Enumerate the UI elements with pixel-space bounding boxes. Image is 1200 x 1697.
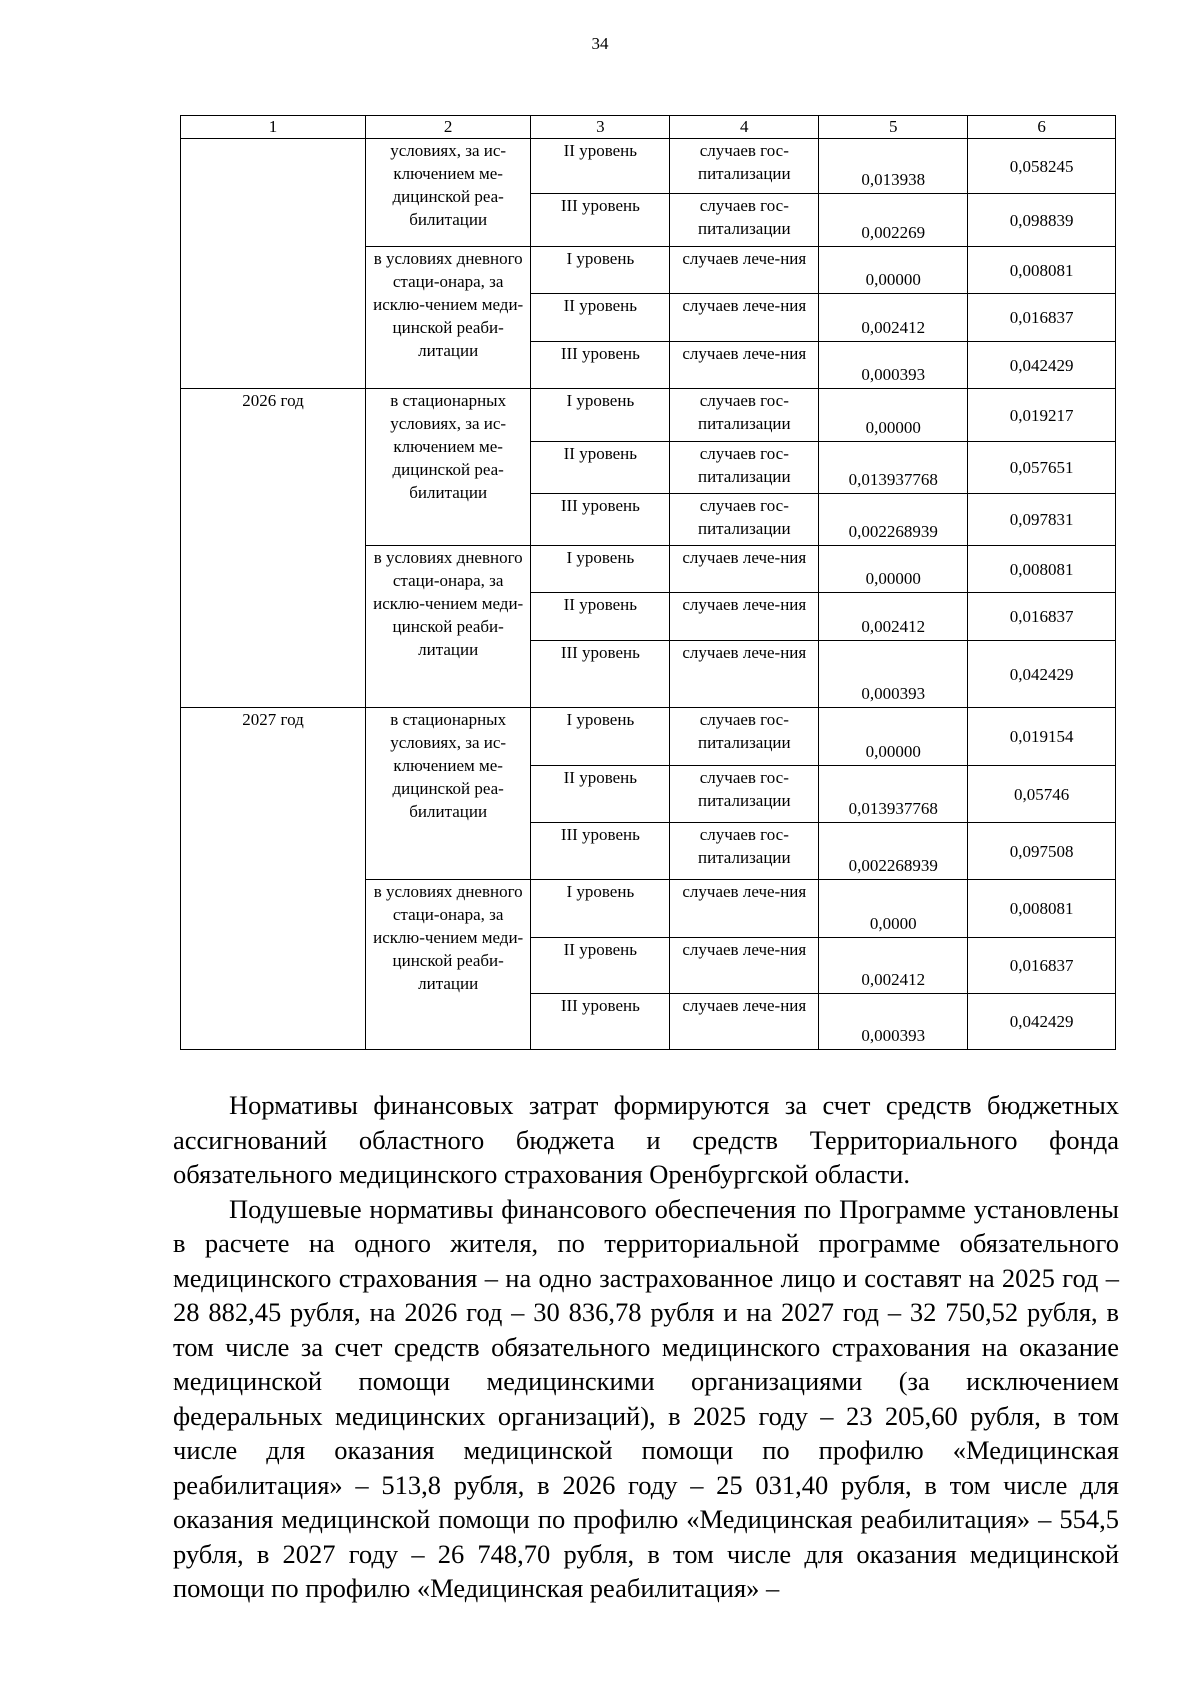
unit-cell: случаев гос-питализации [670, 708, 819, 766]
level-cell: III уровень [531, 194, 670, 247]
value-cell: 0,013937768 [819, 766, 968, 823]
unit-cell: случаев лече-ния [670, 593, 819, 641]
level-cell: II уровень [531, 442, 670, 494]
table-row [181, 139, 1116, 194]
care-conditions-cell: условиях, за ис-ключением ме-дицинской реа-билитации [366, 139, 531, 247]
norm-cell: 0,008081 [968, 880, 1116, 938]
value-cell: 0,002412 [819, 294, 968, 342]
unit-cell: случаев гос-питализации [670, 823, 819, 880]
norm-cell: 0,058245 [968, 139, 1116, 194]
unit-cell: случаев лече-ния [670, 546, 819, 593]
unit-cell: случаев лече-ния [670, 641, 819, 708]
period-cell [181, 139, 366, 389]
unit-cell: случаев гос-питализации [670, 194, 819, 247]
table-header-row [181, 116, 1116, 139]
norm-cell: 0,019217 [968, 389, 1116, 442]
column-header: 3 [531, 116, 670, 139]
unit-cell: случаев лече-ния [670, 342, 819, 389]
norm-cell: 0,042429 [968, 641, 1116, 708]
norm-cell: 0,008081 [968, 546, 1116, 593]
body-text [173, 1088, 1119, 1606]
table-row [181, 389, 1116, 442]
value-cell: 0,002268939 [819, 823, 968, 880]
value-cell: 0,002269 [819, 194, 968, 247]
level-cell: III уровень [531, 342, 670, 389]
value-cell: 0,002412 [819, 938, 968, 994]
period-cell: 2027 год [181, 708, 366, 1050]
page-number: 34 [591, 34, 609, 53]
care-conditions-cell: в стационарных условиях, за ис-ключением ме-дицинской реа-билитации [366, 708, 531, 880]
level-cell: III уровень [531, 641, 670, 708]
norm-cell: 0,042429 [968, 994, 1116, 1050]
column-header: 5 [819, 116, 968, 139]
unit-cell: случаев гос-питализации [670, 389, 819, 442]
value-cell: 0,002412 [819, 593, 968, 641]
level-cell: I уровень [531, 247, 670, 294]
column-header: 6 [968, 116, 1116, 139]
level-cell: I уровень [531, 708, 670, 766]
norm-cell: 0,042429 [968, 342, 1116, 389]
level-cell: III уровень [531, 994, 670, 1050]
norm-cell: 0,016837 [968, 938, 1116, 994]
paragraph: Нормативы финансовых затрат формируются за счет средств бюджетных ассигнований областного бюджета и средств Территориального фонда обязательного медицинского страхования Оренбургской области. [173, 1090, 1119, 1189]
paragraph: Подушевые нормативы финансового обеспечения по Программе установлены в расчете на одного жителя, по территориальной программе обязательного медицинского страхования – на одно застрахованное лицо и составят на 2025 год – 28 882,45 рубля, на 2026 год – 30 836,78 рубля и на 2027 год – 32 750,52 рубля, в том числе за счет средств обязательного медицинского страхования на оказание медицинской помощи медицинскими организациями (за исключением федеральных медицинских организаций), в 2025 году – 23 205,60 рубля, в том числе для оказания медицинской помощи по профилю «Медицинская реабилитация» – 513,8 рубля, в 2026 году – 25 031,40 рубля, в том числе для оказания медицинской помощи по профилю «Медицинская реабилитация» – 554,5 рубля, в 2027 году – 26 748,70 рубля, в том числе для оказания медицинской помощи по профилю «Медицинская реабилитация» – [173, 1193, 1119, 1603]
care-conditions-cell: в стационарных условиях, за ис-ключением ме-дицинской реа-билитации [366, 389, 531, 546]
care-conditions-cell: в условиях дневного стаци-онара, за исклю-чением меди-цинской реаби-литации [366, 880, 531, 1050]
unit-cell: случаев гос-питализации [670, 494, 819, 546]
level-cell: I уровень [531, 546, 670, 593]
unit-cell: случаев гос-питализации [670, 766, 819, 823]
norm-cell: 0,057651 [968, 442, 1116, 494]
unit-cell: случаев лече-ния [670, 938, 819, 994]
unit-cell: случаев лече-ния [670, 880, 819, 938]
value-cell: 0,000393 [819, 641, 968, 708]
level-cell: II уровень [531, 294, 670, 342]
level-cell: III уровень [531, 823, 670, 880]
norm-cell: 0,019154 [968, 708, 1116, 766]
value-cell: 0,00000 [819, 247, 968, 294]
value-cell: 0,013937768 [819, 442, 968, 494]
unit-cell: случаев гос-питализации [670, 139, 819, 194]
level-cell: II уровень [531, 139, 670, 194]
column-header: 1 [181, 116, 366, 139]
value-cell: 0,00000 [819, 546, 968, 593]
norm-cell: 0,008081 [968, 247, 1116, 294]
value-cell: 0,002268939 [819, 494, 968, 546]
level-cell: II уровень [531, 593, 670, 641]
value-cell: 0,00000 [819, 389, 968, 442]
level-cell: II уровень [531, 938, 670, 994]
level-cell: I уровень [531, 880, 670, 938]
level-cell: I уровень [531, 389, 670, 442]
norm-cell: 0,016837 [968, 593, 1116, 641]
value-cell: 0,0000 [819, 880, 968, 938]
value-cell: 0,000393 [819, 342, 968, 389]
period-cell: 2026 год [181, 389, 366, 708]
column-header: 2 [366, 116, 531, 139]
value-cell: 0,00000 [819, 708, 968, 766]
norm-cell: 0,05746 [968, 766, 1116, 823]
norm-cell: 0,016837 [968, 294, 1116, 342]
care-conditions-cell: в условиях дневного стаци-онара, за исклю-чением меди-цинской реаби-литации [366, 546, 531, 708]
financing-norms-table [180, 115, 1116, 1050]
value-cell: 0,000393 [819, 994, 968, 1050]
unit-cell: случаев лече-ния [670, 994, 819, 1050]
norm-cell: 0,098839 [968, 194, 1116, 247]
norm-cell: 0,097831 [968, 494, 1116, 546]
value-cell: 0,013938 [819, 139, 968, 194]
norm-cell: 0,097508 [968, 823, 1116, 880]
level-cell: II уровень [531, 766, 670, 823]
level-cell: III уровень [531, 494, 670, 546]
table-row [181, 708, 1116, 766]
column-header: 4 [670, 116, 819, 139]
care-conditions-cell: в условиях дневного стаци-онара, за исклю-чением меди-цинской реаби-литации [366, 247, 531, 389]
unit-cell: случаев лече-ния [670, 294, 819, 342]
unit-cell: случаев лече-ния [670, 247, 819, 294]
unit-cell: случаев гос-питализации [670, 442, 819, 494]
